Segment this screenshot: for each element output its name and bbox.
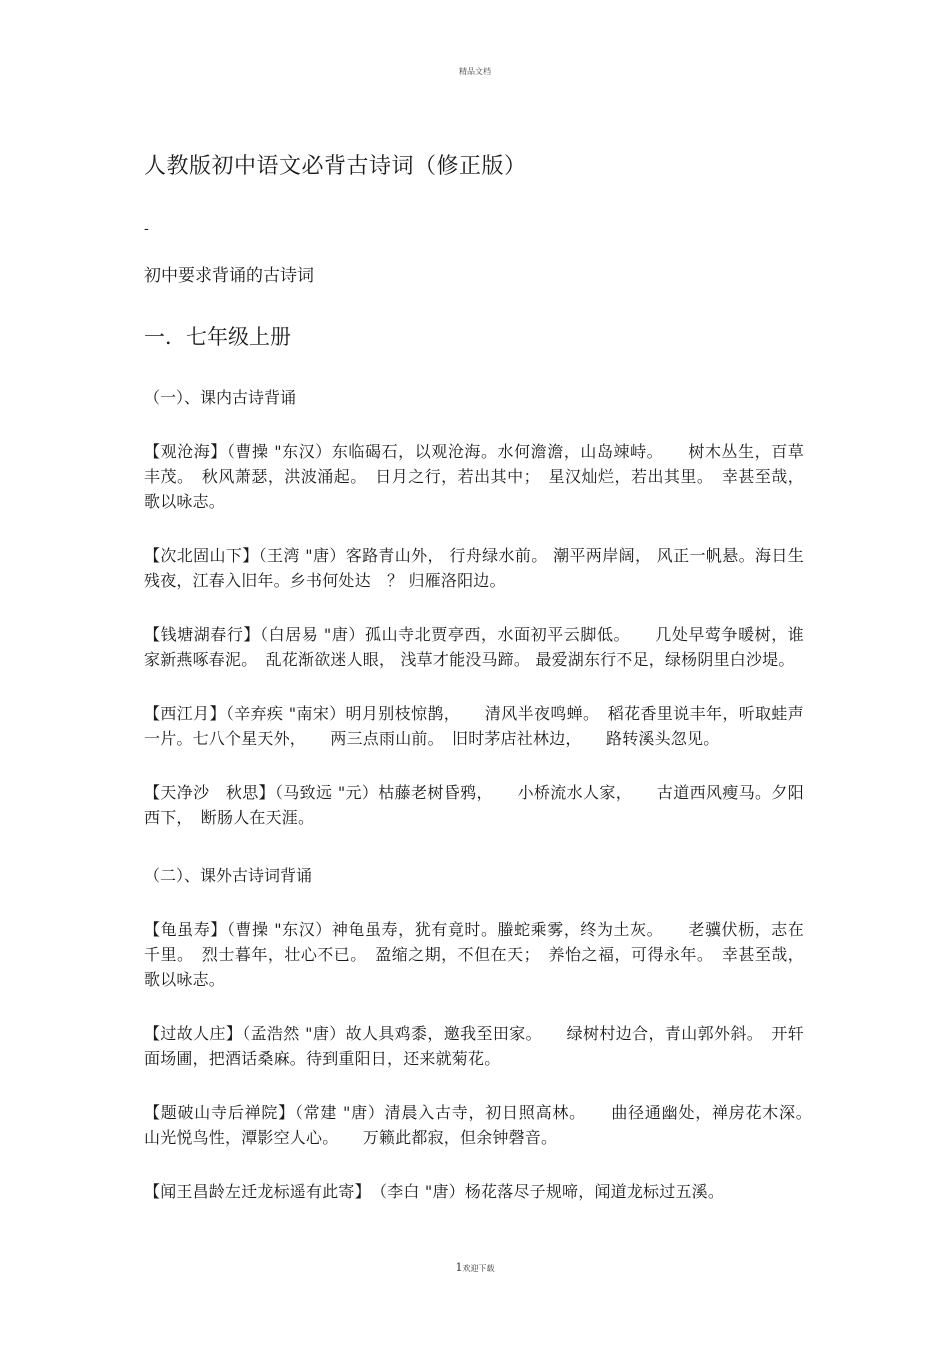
footer-text: 欢迎下载 [462,1264,495,1273]
poem-text: （常建 "唐）清晨入古寺，初日照高林。 曲径通幽处，禅房花木深。 山光悦鸟性，潭影空人心。 万籁此都寂，但余钟磬音。 [144,1103,821,1147]
poem-title: 【闻王昌龄左迁龙标遥有此寄】 [144,1182,363,1201]
poem-title: 【天净沙 秋思】 [144,783,275,802]
poem-text: （曹操 "东汉）神龟虽寿，犹有竟时。螣蛇乘雾，终为土灰。 老骥伏枥，志在千里。 烈士暮年，壮心不已。 盈缩之期，不但在天； 养怡之福，可得永年。 幸甚至哉，歌以咏志。 [144,920,804,989]
document-body [144,148,821,1204]
document-subtitle: 初中要求背诵的古诗词 [144,266,314,286]
poem-entry [144,439,804,514]
poem-title: 【龟虽寿】 [144,920,227,939]
poem-title: 【次北固山下】 [144,546,259,565]
poem-title: 【钱塘湖春行】 [144,625,260,644]
poem-title: 【观沧海】 [144,442,227,461]
section-in-class [144,386,804,830]
poem-text: （王湾 "唐）客路青山外， 行舟绿水前。 潮平两岸阔， 风正一帆悬。海日生残夜，江春入旧年。乡书何处达 ？ 归雁洛阳边。 [144,546,804,590]
section-label: （一）、课内古诗背诵 [144,388,297,407]
poem-title: 【过故人庄】 [144,1024,243,1043]
poem-entry [144,1021,804,1071]
poem-entry [144,1100,821,1150]
document-title: 人教版初中语文必背古诗词（修正版） [144,154,527,179]
poem-text: （曹操 "东汉）东临碣石，以观沧海。水何澹澹，山岛竦峙。 树木丛生，百草丰茂。 秋风萧瑟，洪波涌起。 日月之行，若出其中； 星汉灿烂，若出其里。 幸甚至哉，歌以咏志。 [144,442,804,511]
poem-entry [144,1179,804,1204]
poem-entry [144,917,804,992]
poem-entry [144,701,804,751]
poem-text: （白居易 "唐）孤山寺北贾亭西，水面初平云脚低。 几处早莺争暖树，谁家新燕啄春泥。 乱花渐欲迷人眼， 浅草才能没马蹄。 最爱湖东行不足，绿杨阴里白沙堤。 [144,625,805,669]
page-number: 1 [455,1261,463,1274]
section-extracurricular [144,864,821,1204]
poem-text: （马致远 "元）枯藤老树昏鸦， 小桥流水人家， 古道西风瘦马。夕阳西下， 断肠人在天涯。 [144,783,804,827]
poem-title: 【题破山寺后禅院】 [144,1103,295,1122]
poem-entry [144,543,804,593]
poem-text: （孟浩然 "唐）故人具鸡黍，邀我至田家。 绿树村边合，青山郭外斜。 开轩面场圃，把酒话桑麻。待到重阳日，还来就菊花。 [144,1024,804,1068]
poem-text: （李白 "唐）杨花落尽子规啼，闻道龙标过五溪。 [362,1182,725,1201]
poem-entry [144,622,804,672]
poem-title: 【西江月】 [144,704,226,723]
grade-heading: 一．七年级上册 [144,325,291,349]
poem-entry [144,780,804,830]
section-label: （二）、课外古诗词背诵 [144,866,313,885]
page-footer [0,1261,950,1274]
poem-text: （辛弃疾 "南宋）明月别枝惊鹊， 清风半夜鸣蝉。 稻花香里说丰年，听取蛙声一片。七八个星天外， 两三点雨山前。 旧时茅店社林边， 路转溪头忽见。 [144,704,804,748]
separator-dash: - [144,221,149,237]
header-text: 精品文档 [459,67,491,76]
page-header [0,66,950,77]
